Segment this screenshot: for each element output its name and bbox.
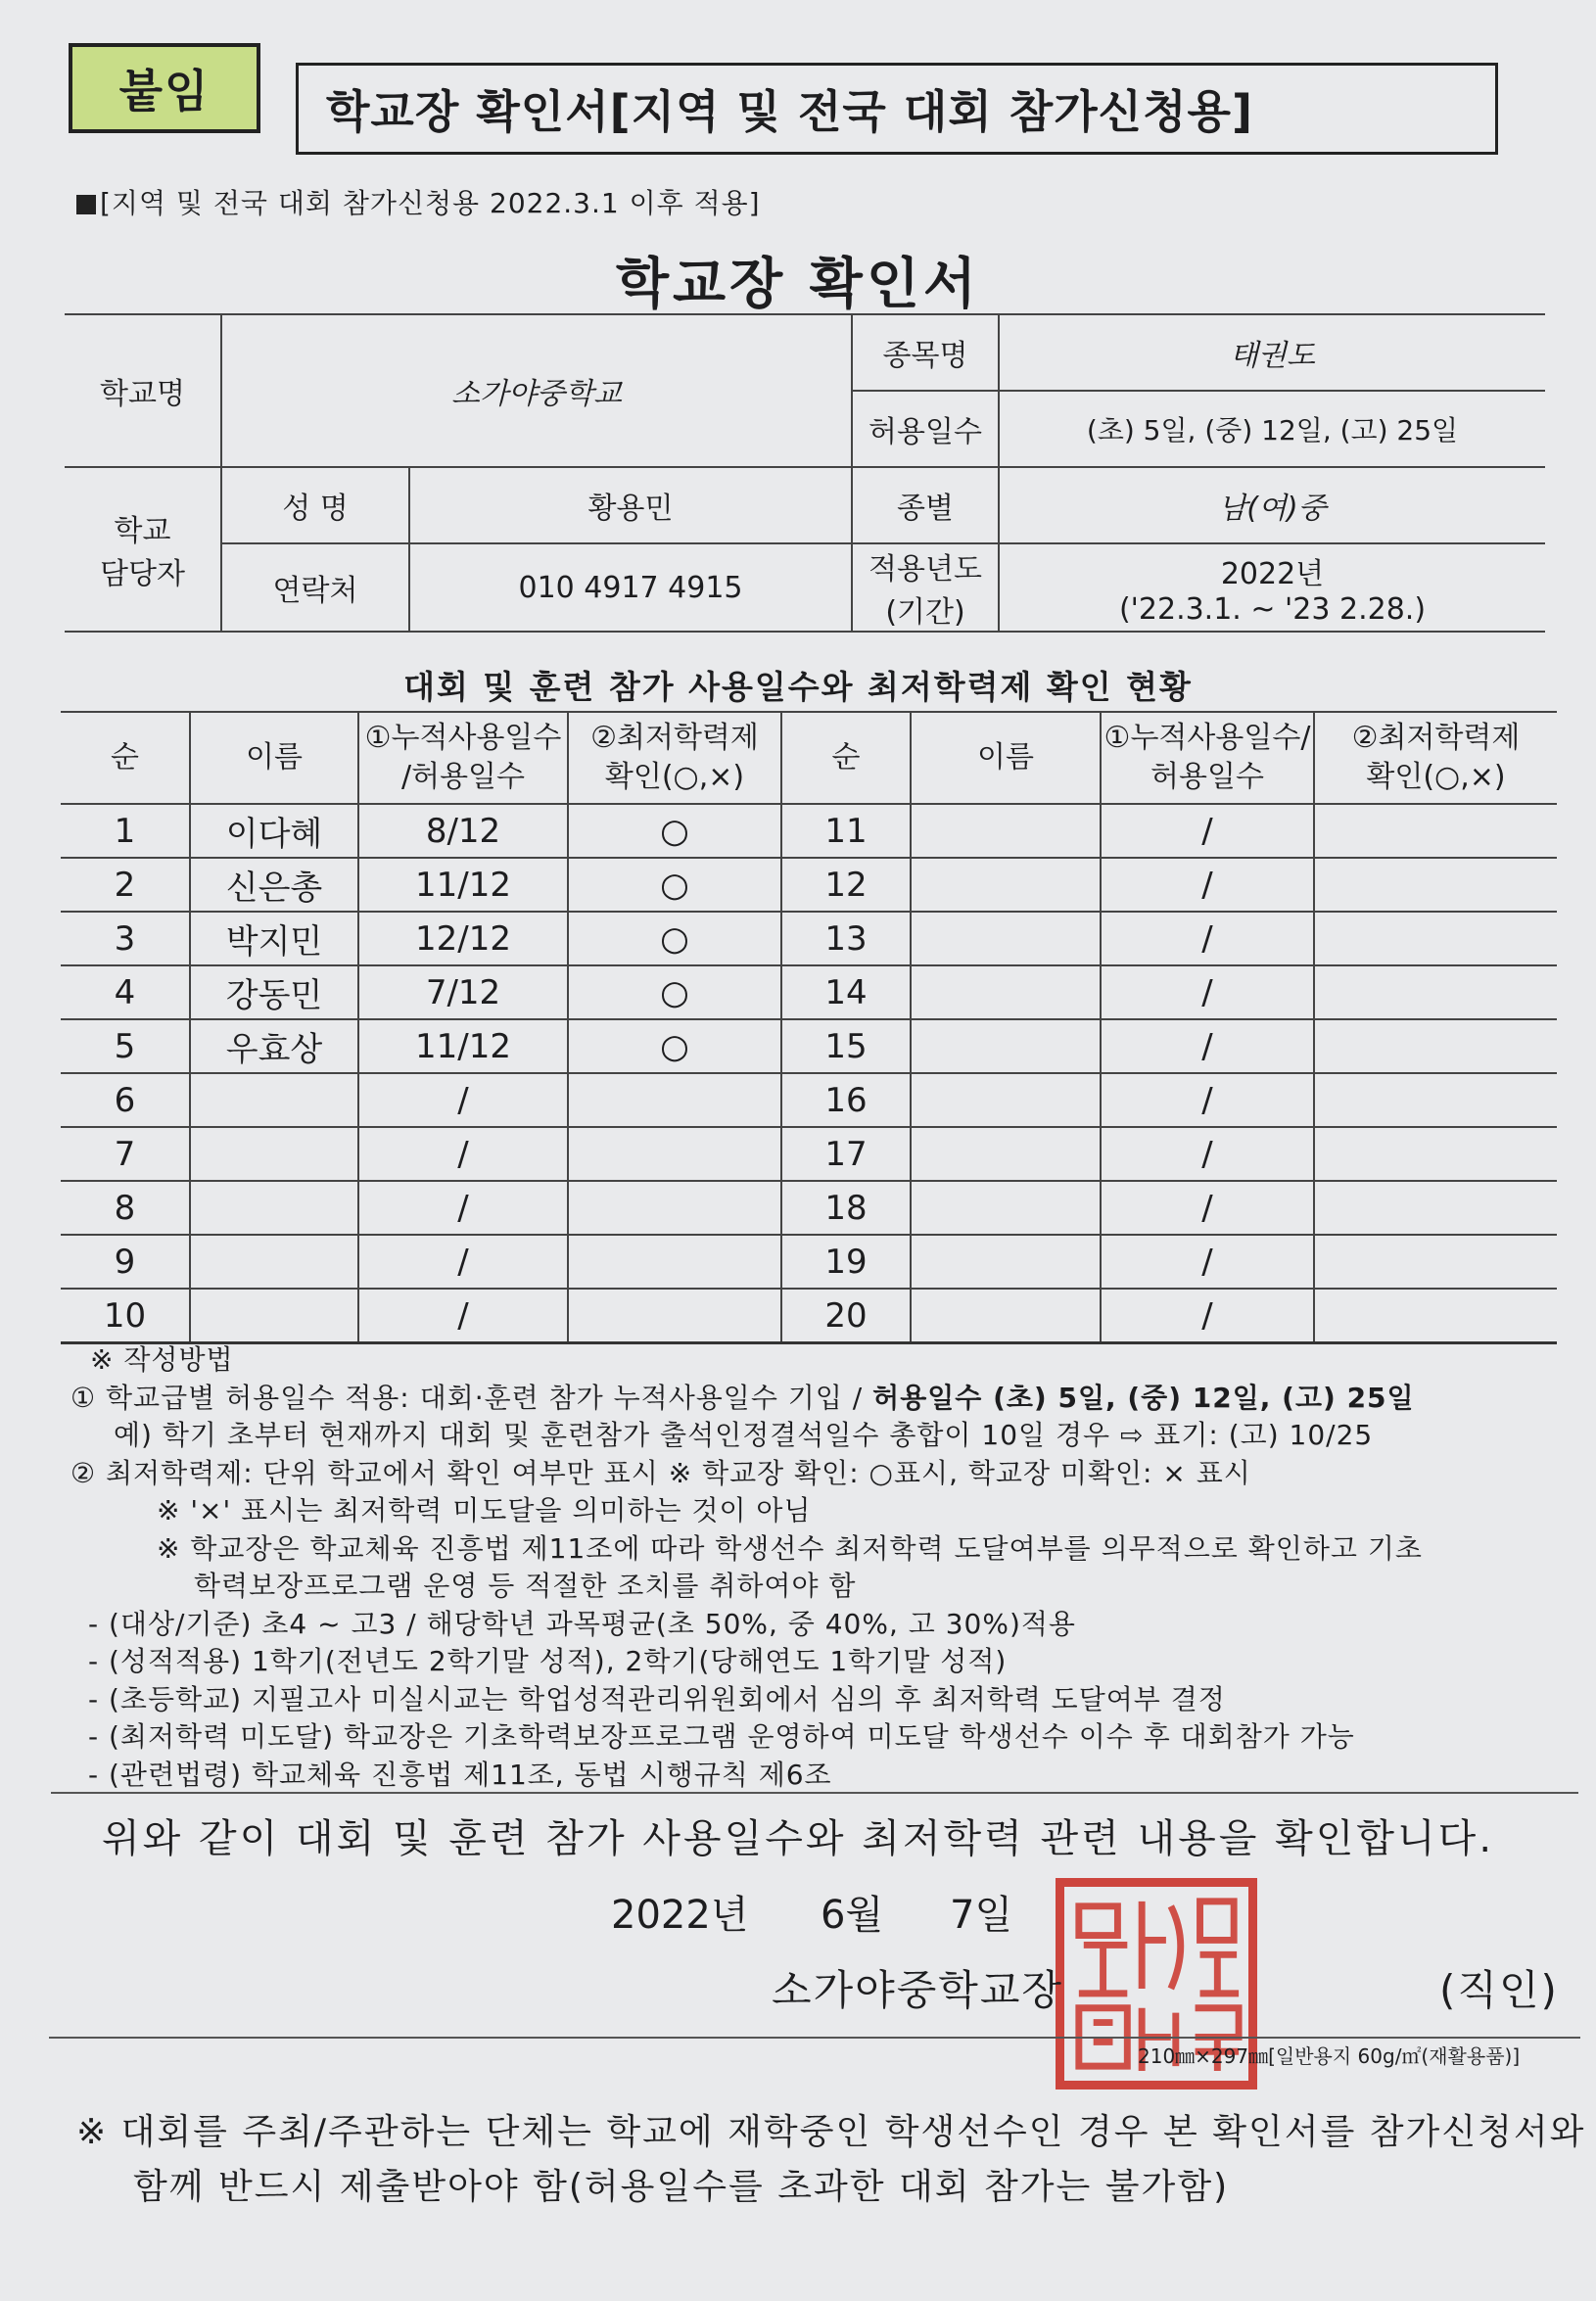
- confirmation-statement: 위와 같이 대회 및 훈련 참가 사용일수와 최저학력 관련 내용을 확인합니다.: [101, 1816, 1495, 1861]
- row-name: [190, 1073, 358, 1127]
- divider: [51, 1792, 1578, 1794]
- section-title: 대회 및 훈련 참가 사용일수와 최저학력제 확인 현황: [403, 668, 1193, 706]
- divider-bottom: [49, 2037, 1580, 2039]
- row-check-right: [1314, 1289, 1557, 1343]
- row-check: [568, 1289, 781, 1343]
- row-check: [568, 1235, 781, 1289]
- row-days-right: /: [1101, 1073, 1314, 1127]
- applicability-note-text: [지역 및 전국 대회 참가신청용 2022.3.1 이후 적용]: [100, 187, 761, 219]
- table-row: [61, 804, 1557, 858]
- row-no: 10: [61, 1289, 190, 1343]
- info-table: [65, 313, 1545, 633]
- document-title: 학교장 확인서: [615, 253, 981, 316]
- row-no: 1: [61, 804, 190, 858]
- row-days-right: /: [1101, 965, 1314, 1019]
- row-name: 강동민: [190, 965, 358, 1019]
- row-no: 6: [61, 1073, 190, 1127]
- row-days-right: /: [1101, 804, 1314, 858]
- row-name-right: [911, 1235, 1101, 1289]
- col-days-line1: ①누적사용일수: [364, 720, 562, 755]
- row-name: [190, 1181, 358, 1235]
- instructions: [70, 1341, 1569, 1794]
- table-row: [61, 1073, 1557, 1127]
- row-no-right: 14: [781, 965, 911, 1019]
- year-value: [999, 543, 1545, 632]
- row-check-right: [1314, 858, 1557, 912]
- row-days-right: /: [1101, 1127, 1314, 1181]
- instr-item-2: ② 최저학력제: 단위 학교에서 확인 여부만 표시 ※ 학교장 확인: ○표시, 학교장 미확인: × 표시: [70, 1456, 1251, 1489]
- name-label: 성 명: [221, 467, 409, 543]
- gender-label: 종별: [852, 467, 999, 543]
- row-name-right: [911, 1127, 1101, 1181]
- footer-note-line1: ※ 대회를 주최/주관하는 단체는 학교에 재학중인 학생선수인 경우 본 확인서를 참가신청서와: [76, 2112, 1586, 2152]
- row-no: 2: [61, 858, 190, 912]
- row-check-right: [1314, 965, 1557, 1019]
- col-no-right: 순: [781, 712, 911, 804]
- table-header-row: [61, 712, 1557, 804]
- instr-example: 예) 학기 초부터 현재까지 대회 및 훈련참가 출석인정결석일수 총합이 10일 경우 ⇨ 표기: (고) 10/25: [114, 1419, 1374, 1451]
- row-no: 3: [61, 912, 190, 965]
- row-name: 박지민: [190, 912, 358, 965]
- row-days-right: /: [1101, 1289, 1314, 1343]
- row-check: ○: [568, 965, 781, 1019]
- participation-table: [61, 711, 1557, 1344]
- school-label: 학교명: [65, 314, 221, 467]
- col-name: 이름: [190, 712, 358, 804]
- row-check: [568, 1181, 781, 1235]
- row-days: 8/12: [358, 804, 568, 858]
- row-days: /: [358, 1073, 568, 1127]
- row-check: ○: [568, 1019, 781, 1073]
- col-check-line1: ②최저학력제: [590, 720, 759, 755]
- square-bullet-icon: [76, 195, 96, 214]
- instr-item-1-bold: 허용일수 (초) 5일, (중) 12일, (고) 25일: [872, 1381, 1415, 1414]
- row-no-right: 16: [781, 1073, 911, 1127]
- row-no-right: 17: [781, 1127, 911, 1181]
- manager-label-line1: 학교: [114, 514, 171, 548]
- attachment-tag: 붙임: [69, 43, 260, 133]
- row-no-right: 20: [781, 1289, 911, 1343]
- date-month: 6월: [821, 1893, 884, 1938]
- row-days-right: /: [1101, 1235, 1314, 1289]
- col-name-right: 이름: [911, 712, 1101, 804]
- manager-label-line2: 담당자: [100, 557, 185, 591]
- date-day: 7일: [950, 1893, 1013, 1938]
- row-days: 7/12: [358, 965, 568, 1019]
- row-no: 5: [61, 1019, 190, 1073]
- year-value-line2: ('22.3.1. ~ '23 2.28.): [1118, 591, 1427, 627]
- row-name-right: [911, 804, 1101, 858]
- col-check-right-line2: 확인(○,×): [1366, 760, 1506, 794]
- row-check: [568, 1073, 781, 1127]
- instr-dash-5: - (관련법령) 학교체육 진흥법 제11조, 동법 시행규칙 제6조: [88, 1758, 832, 1791]
- date-year: 2022년: [611, 1893, 749, 1938]
- allow-days-value: (초) 5일, (중) 12일, (고) 25일: [999, 391, 1545, 467]
- col-days-line2: /허용일수: [400, 760, 526, 794]
- table-row: [61, 858, 1557, 912]
- row-name: [190, 1127, 358, 1181]
- col-days-right: [1101, 712, 1314, 804]
- table-row: [61, 912, 1557, 965]
- header-title: 학교장 확인서[지역 및 전국 대회 참가신청용]: [296, 63, 1498, 155]
- table-row: [61, 1181, 1557, 1235]
- row-no-right: 11: [781, 804, 911, 858]
- row-check-right: [1314, 1181, 1557, 1235]
- table-row: [61, 965, 1557, 1019]
- principal-name: 소가야중학교장: [772, 1966, 1064, 2014]
- instr-dash-3: - (초등학교) 지필고사 미실시교는 학업성적관리위원회에서 심의 후 최저학력 도달여부 결정: [88, 1682, 1226, 1715]
- instr-heading: ※ 작성방법: [90, 1343, 234, 1376]
- row-days: 11/12: [358, 858, 568, 912]
- instr-dash-2: - (성적적용) 1학기(전년도 2학기말 성적), 2학기(당해연도 1학기말 성적): [88, 1645, 1008, 1677]
- table-row: [61, 1019, 1557, 1073]
- year-label-line2: (기간): [885, 595, 965, 630]
- row-name-right: [911, 1289, 1101, 1343]
- row-name-right: [911, 858, 1101, 912]
- row-days: /: [358, 1181, 568, 1235]
- col-days-right-line2: 허용일수: [1150, 760, 1264, 794]
- col-check-right-line1: ②최저학력제: [1351, 720, 1521, 755]
- year-value-line1: 2022년: [1220, 556, 1325, 591]
- row-check: ○: [568, 858, 781, 912]
- instr-dash-4: - (최저학력 미도달) 학교장은 기초학력보장프로그램 운영하여 미도달 학생선수 이수 후 대회참가 가능: [88, 1720, 1355, 1753]
- instr-note-2-cont: 학력보장프로그램 운영 등 적절한 조치를 취하여야 함: [194, 1570, 857, 1602]
- row-days-right: /: [1101, 912, 1314, 965]
- name-value: 황용민: [409, 467, 852, 543]
- row-name: 우효상: [190, 1019, 358, 1073]
- instr-item-1-text: ① 학교급별 허용일수 적용: 대회·훈련 참가 누적사용일수 기입 /: [70, 1381, 873, 1414]
- instr-note-1: ※ '×' 표시는 최저학력 미도달을 의미하는 것이 아님: [157, 1494, 812, 1526]
- col-days-right-line1: ①누적사용일수/: [1103, 720, 1311, 755]
- row-no: 8: [61, 1181, 190, 1235]
- col-check-line2: 확인(○,×): [604, 760, 745, 794]
- applicability-note: [76, 182, 761, 221]
- row-check-right: [1314, 1235, 1557, 1289]
- row-check-right: [1314, 912, 1557, 965]
- year-label: [852, 543, 999, 632]
- row-no-right: 15: [781, 1019, 911, 1073]
- row-name-right: [911, 1181, 1101, 1235]
- row-days: /: [358, 1127, 568, 1181]
- footer-note-line2: 함께 반드시 제출받아야 함(허용일수를 초과한 대회 참가는 불가함): [133, 2167, 1230, 2207]
- instr-dash-1: - (대상/기준) 초4 ~ 고3 / 해당학년 과목평균(초 50%, 중 40%, 고 30%)적용: [88, 1607, 1076, 1640]
- row-check-right: [1314, 804, 1557, 858]
- row-days-right: /: [1101, 1019, 1314, 1073]
- row-check: [568, 1127, 781, 1181]
- row-no: 9: [61, 1235, 190, 1289]
- row-check-right: [1314, 1127, 1557, 1181]
- paper-spec: 210㎜×297㎜[일반용지 60g/㎡(재활용품)]: [1138, 2044, 1521, 2068]
- table-row: [61, 1235, 1557, 1289]
- year-label-line1: 적용년도: [868, 552, 982, 587]
- document-header: [69, 41, 1498, 157]
- row-name-right: [911, 1019, 1101, 1073]
- col-check-right: [1314, 712, 1557, 804]
- allow-days-label: 허용일수: [852, 391, 999, 467]
- row-name: 이다혜: [190, 804, 358, 858]
- row-days: 11/12: [358, 1019, 568, 1073]
- row-check-right: [1314, 1073, 1557, 1127]
- row-name: [190, 1289, 358, 1343]
- col-days: [358, 712, 568, 804]
- col-check: [568, 712, 781, 804]
- row-no-right: 18: [781, 1181, 911, 1235]
- row-check: ○: [568, 804, 781, 858]
- school-value: 소가야중학교: [221, 314, 852, 467]
- row-days-right: /: [1101, 858, 1314, 912]
- row-name-right: [911, 1073, 1101, 1127]
- row-no: 4: [61, 965, 190, 1019]
- row-name: [190, 1235, 358, 1289]
- row-days: /: [358, 1289, 568, 1343]
- row-no: 7: [61, 1127, 190, 1181]
- sport-label: 종목명: [852, 314, 999, 391]
- row-name: 신은총: [190, 858, 358, 912]
- gender-value: 남(여)중: [999, 467, 1545, 543]
- table-row: [61, 1127, 1557, 1181]
- row-days: 12/12: [358, 912, 568, 965]
- instr-note-2: ※ 학교장은 학교체육 진흥법 제11조에 따라 학생선수 최저학력 도달여부를 의무적으로 확인하고 기초: [157, 1531, 1423, 1565]
- col-no: 순: [61, 712, 190, 804]
- row-check-right: [1314, 1019, 1557, 1073]
- table-row: [61, 1289, 1557, 1343]
- row-days-right: /: [1101, 1181, 1314, 1235]
- contact-label: 연락처: [221, 543, 409, 632]
- row-check: ○: [568, 912, 781, 965]
- sport-value: 태권도: [999, 314, 1545, 391]
- instr-item-1: [70, 1380, 1569, 1418]
- row-name-right: [911, 912, 1101, 965]
- row-no-right: 19: [781, 1235, 911, 1289]
- row-no-right: 13: [781, 912, 911, 965]
- row-days: /: [358, 1235, 568, 1289]
- row-name-right: [911, 965, 1101, 1019]
- contact-value: 010 4917 4915: [409, 543, 852, 632]
- row-no-right: 12: [781, 858, 911, 912]
- footer-note: [76, 2105, 1585, 2215]
- manager-label: [65, 467, 221, 632]
- seal-label: (직인): [1439, 1966, 1559, 2014]
